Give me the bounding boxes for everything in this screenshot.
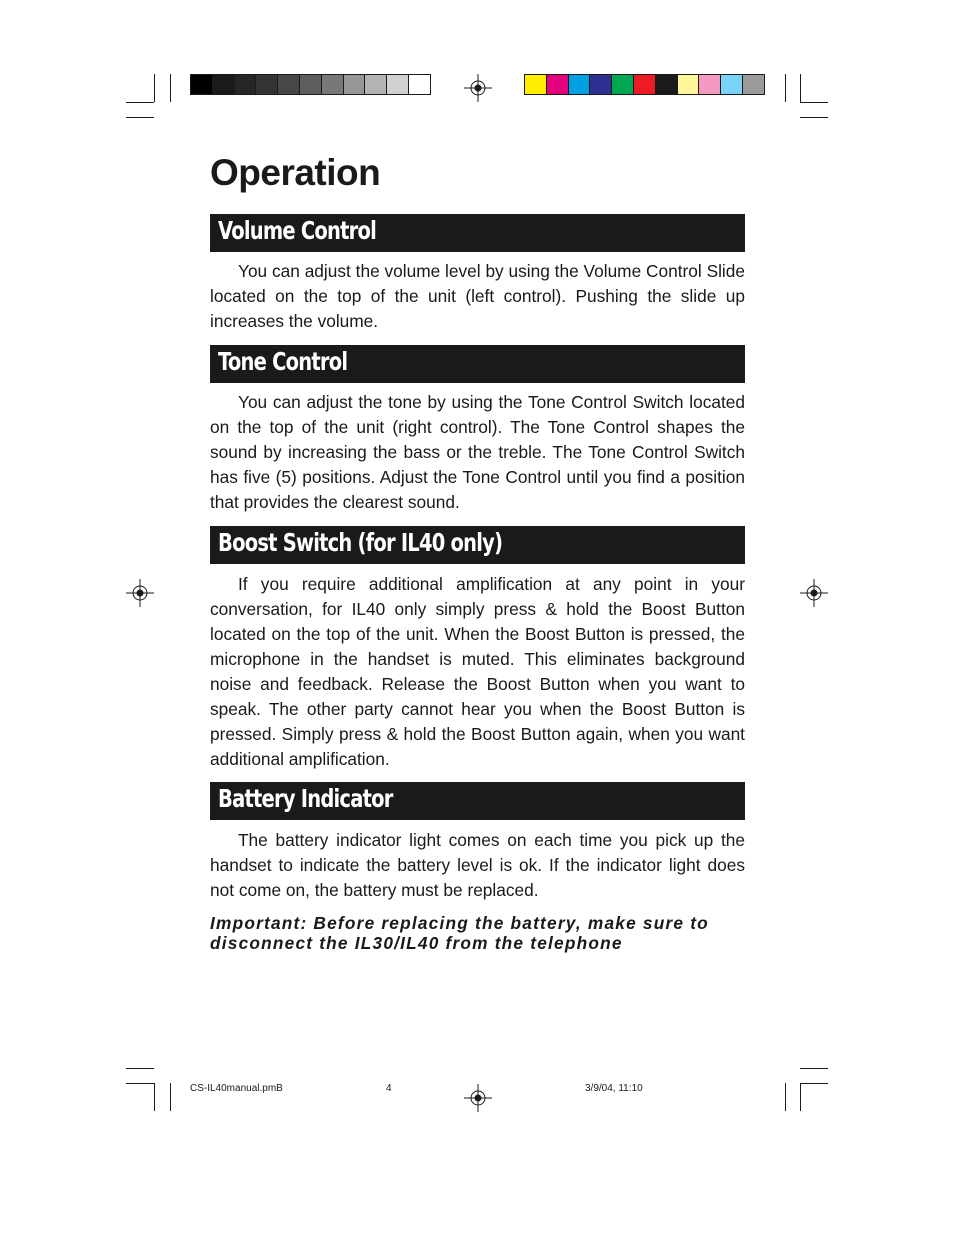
crop-mark: [800, 1083, 828, 1084]
crop-mark: [800, 74, 801, 102]
crop-mark: [126, 1068, 154, 1069]
section-heading-bar: [210, 782, 745, 820]
section-paragraph: You can adjust the volume level by using the Volume Control Slide located on the top of the unit (left control). Pushing the slide up increases the volume.: [210, 261, 745, 331]
color-swatch: [546, 74, 569, 95]
crop-mark: [126, 1083, 154, 1084]
color-swatch: [364, 74, 387, 95]
color-swatch: [589, 74, 612, 95]
section-heading-tone-control: Tone Control: [218, 347, 348, 376]
color-swatch: [742, 74, 765, 95]
crop-mark: [800, 117, 828, 118]
crop-mark: [800, 1083, 801, 1111]
color-swatch: [408, 74, 431, 95]
footer-filename: CS-IL40manual.pmB: [190, 1083, 283, 1094]
crop-mark: [170, 1083, 171, 1111]
footer-timestamp: 3/9/04, 11:10: [585, 1083, 643, 1094]
color-swatch: [633, 74, 656, 95]
page-title: Operation: [210, 152, 381, 193]
section-heading-bar: [210, 526, 745, 564]
section-paragraph: If you require additional amplification at any point in your conversation, for IL40 only simply press & hold the Boost Button located on the top of the unit. When the Boost Button is pressed, the microphone in the handset is muted. This eliminates background noise and feedback. Release the Boost Button when you want to speak. The other party cannot hear you when the Boost Button is pressed. Simply press & hold the Boost Button again, when you want additional amplification.: [210, 574, 745, 769]
crop-mark: [785, 1083, 786, 1111]
section-paragraph: The battery indicator light comes on each time you pick up the handset to indicate the battery level is ok. If the indicator light does not come on, the battery must be replaced.: [210, 830, 745, 900]
section-heading-boost-switch: Boost Switch (for IL40 only): [218, 528, 503, 557]
color-swatch: [299, 74, 322, 95]
section-heading-bar: [210, 345, 745, 383]
registration-mark-icon: [800, 579, 828, 607]
section-paragraph: You can adjust the tone by using the Tone Control Switch located on the top of the unit (right control). The Tone Control shapes the sound by increasing the bass or the treble. The Tone Control Switch has five (5) positions. Adjust the Tone Control until you find a position that provides the clearest sound.: [210, 392, 745, 512]
crop-mark: [154, 74, 155, 102]
color-swatch: [655, 74, 678, 95]
color-swatch: [611, 74, 634, 95]
important-notice: Important: Before replacing the battery, make sure to disconnect the IL30/IL40 from the telephone: [210, 913, 709, 953]
section-heading-bar: [210, 214, 745, 252]
registration-mark-icon: [464, 74, 492, 102]
crop-mark: [126, 102, 154, 103]
footer-page-number: 4: [386, 1083, 392, 1094]
crop-mark: [126, 117, 154, 118]
registration-mark-icon: [126, 579, 154, 607]
color-swatch: [277, 74, 300, 95]
crop-mark: [800, 102, 828, 103]
crop-mark: [800, 1068, 828, 1069]
color-swatch: [234, 74, 257, 95]
color-swatch: [524, 74, 547, 95]
section-heading-battery-indicator: Battery Indicator: [218, 784, 393, 813]
color-swatch: [568, 74, 591, 95]
color-swatch: [677, 74, 700, 95]
color-swatch: [698, 74, 721, 95]
color-swatch: [321, 74, 344, 95]
color-swatch: [190, 74, 213, 95]
registration-mark-icon: [464, 1084, 492, 1112]
color-swatch: [255, 74, 278, 95]
color-swatch: [343, 74, 366, 95]
color-swatch: [720, 74, 743, 95]
color-swatch: [212, 74, 235, 95]
crop-mark: [170, 74, 171, 102]
crop-mark: [154, 1083, 155, 1111]
color-swatch: [386, 74, 409, 95]
crop-mark: [785, 74, 786, 102]
section-heading-volume-control: Volume Control: [218, 216, 377, 245]
